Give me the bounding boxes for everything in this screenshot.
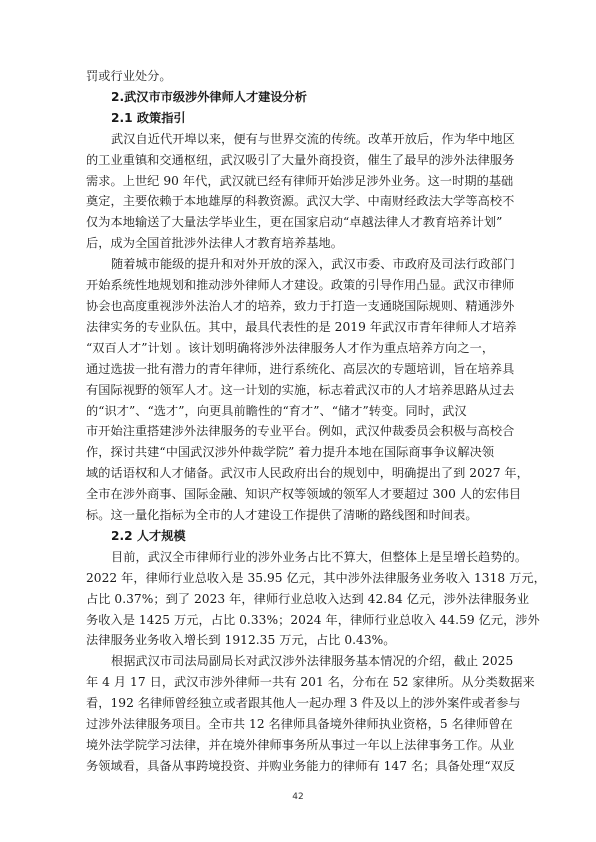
body-text-line: 的工业重镇和交通枢纽，武汉吸引了大量外商投资，催生了最早的涉外法律服务 xyxy=(86,152,515,167)
body-text-line: 后，成为全国首批涉外法律人才教育培养基地。 xyxy=(86,236,343,251)
page-number: 42 xyxy=(292,792,304,802)
body-text-line: 仅为本地输送了大量法学毕业生，更在国家启动“卓越法律人才教育培养计划” xyxy=(86,215,503,230)
body-text-line: 过涉外法律服务项目。全市共 12 名律师具备境外律师执业资格，5 名律师曾在 xyxy=(86,717,513,732)
body-text-line: 奠定，主要依赖于本地雄厚的科教资源。武汉大学、中南财经政法大学等高校不 xyxy=(86,194,515,209)
body-text-line: 的“识才”、“选才”，向更具前瞻性的“育才”、“储才”转变。同时，武汉 xyxy=(86,403,467,418)
body-text-line: 2022 年，律师行业总收入是 35.95 亿元，其中涉外法律服务业务收入 1318 万元， xyxy=(86,570,546,585)
body-text-line: 标。这一量化指标为全市的人才建设工作提供了清晰的路线图和时间表。 xyxy=(86,508,478,523)
body-text-line: 占比 0.37%；到了 2023 年，律师行业总收入达到 42.84 亿元，涉外法律服务业 xyxy=(86,591,530,606)
body-text-line: 域的话语权和人才储备。武汉市人民政府出台的规划中，明确提出了到 2027 年， xyxy=(86,466,529,481)
body-text-line: 根据武汉市司法局副局长对武汉涉外法律服务基本情况的介绍，截止 2025 xyxy=(111,654,514,669)
body-text-line: 武汉自近代开埠以来，便有与世界交流的传统。改革开放后，作为华中地区 xyxy=(111,131,515,146)
body-text-line: 作，探讨共建“中国武汉涉外仲裁学院” 着力提升本地在国际商事争议解决领 xyxy=(86,445,495,460)
body-text-line: 市开始注重搭建涉外法律服务的专业平台。例如，武汉仲裁委员会积极与高校合 xyxy=(86,424,515,439)
body-text-line: 务收入是 1425 万元，占比 0.33%；2024 年，律师行业总收入 44.59 亿元，涉外 xyxy=(86,612,540,627)
body-text-line: 法律服务业务收入增长到 1912.35 万元，占比 0.43%。 xyxy=(86,633,396,648)
body-text-line: 法律实务的专业队伍。其中，最具代表性的是 2019 年武汉市青年律师人才培养 xyxy=(86,319,517,334)
body-text-line: 开始系统性地规划和推动涉外律师人才建设。政策的引导作用凸显。武汉市律师 xyxy=(86,278,515,293)
body-text-line: 境外法学院学习法律，并在境外律师事务所从事过一年以上法律事务工作。从业 xyxy=(86,738,515,752)
body-text-line: 协会也高度重视涉外法治人才的培养，致力于打造一支通晓国际规则、精通涉外 xyxy=(86,298,515,313)
section-heading: 2.武汉市市级涉外律师人才建设分析 xyxy=(111,89,307,104)
body-text-line: 务领域看，具备从事跨境投资、并购业务能力的律师有 147 名；具备处理“双反 xyxy=(86,758,516,773)
document-page xyxy=(86,66,546,777)
body-text-line: 全市在涉外商事、国际金融、知识产权等领域的领军人才要超过 300 人的宏伟目 xyxy=(86,487,522,502)
body-text-line: 通过选拔一批有潜力的青年律师，进行系统化、高层次的专题培训，旨在培养具 xyxy=(86,361,515,376)
body-text-line: 有国际视野的领军人才。这一计划的实施，标志着武汉市的人才培养思路从过去 xyxy=(86,382,515,397)
body-text-line: 看，192 名律师曾经独立或者跟其他人一起办理 3 件及以上的涉外案件或者参与 xyxy=(86,696,521,711)
body-text-line: “双百人才”计划 。该计划明确将涉外法律服务人才作为重点培养方向之一， xyxy=(86,340,495,355)
body-text-line: 目前，武汉全市律师行业的涉外业务占比不算大，但整体上是呈增长趋势的。 xyxy=(111,549,528,564)
body-text-line: 需求。上世纪 90 年代，武汉就已经有律师开始涉足涉外业务。这一时期的基础 xyxy=(86,173,514,188)
body-text-line: 随着城市能级的提升和对外开放的深入，武汉市委、市政府及司法行政部门 xyxy=(111,257,515,272)
section-heading: 2.2 人才规模 xyxy=(111,528,186,543)
body-text-line: 年 4 月 17 日，武汉市涉外律师一共有 201 名，分布在 52 家律所。从分类数据来 xyxy=(86,675,535,690)
body-text-line: 罚或行业处分。 xyxy=(86,69,172,83)
section-heading: 2.1 政策指引 xyxy=(111,110,186,125)
